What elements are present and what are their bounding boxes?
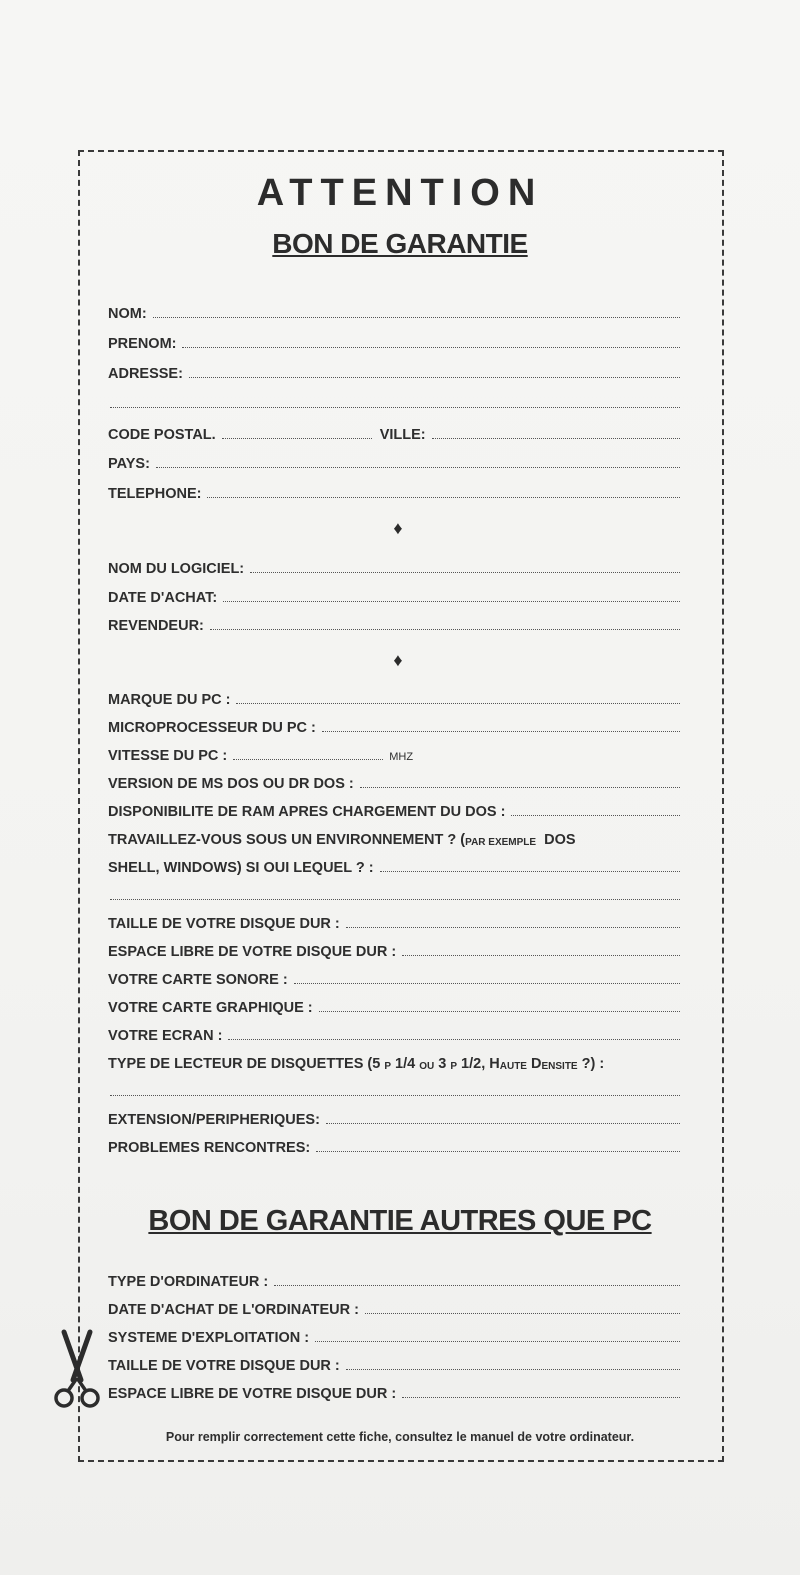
fill-line (223, 601, 680, 602)
field-prenom[interactable] (108, 332, 682, 352)
fill-line (346, 1369, 680, 1370)
field-environnement[interactable] (108, 856, 682, 876)
field-label: MARQUE DU PC : (108, 692, 231, 708)
field-label: TELEPHONE: (108, 486, 202, 502)
field-label: REVENDEUR: (108, 618, 204, 634)
fill-line (319, 1011, 680, 1012)
fill-line (110, 1095, 680, 1096)
field-label: ESPACE LIBRE DE VOTRE DISQUE DUR : (108, 944, 397, 960)
field-version-dos[interactable] (108, 772, 682, 792)
field-label: PROBLEMES RENCONTRES: (108, 1140, 311, 1156)
fill-line (189, 377, 680, 378)
field-nom-logiciel[interactable] (108, 557, 682, 577)
field-label: VILLE: (379, 427, 426, 443)
field-label: VOTRE CARTE SONORE : (108, 972, 288, 988)
diamond-icon: ♦ (393, 518, 403, 538)
field-date-achat-ordinateur[interactable] (108, 1298, 682, 1318)
fill-line (274, 1285, 680, 1286)
field-type-ordinateur[interactable] (108, 1270, 682, 1290)
field-label: MICROPROCESSEUR DU PC : (108, 720, 316, 736)
field-label: DATE D'ACHAT: (108, 590, 218, 606)
fill-line (233, 759, 383, 760)
field-label: VITESSE DU PC : (108, 748, 228, 764)
field-label: VOTRE ECRAN : (108, 1028, 223, 1044)
page-subtitle: BON DE GARANTIE (272, 228, 528, 259)
field-lecteur-disquettes-question (108, 1052, 698, 1072)
field-label: EXTENSION/PERIPHERIQUES: (108, 1112, 320, 1128)
field-label: NOM: (108, 306, 147, 322)
field-label: ESPACE LIBRE DE VOTRE DISQUE DUR : (108, 1386, 397, 1402)
field-label-small: AUTE (499, 1061, 527, 1072)
fill-line (346, 927, 680, 928)
field-ram[interactable] (108, 800, 682, 820)
fill-line (110, 899, 680, 900)
field-taille-disque[interactable] (108, 912, 682, 932)
diamond-icon: ♦ (393, 650, 403, 670)
field-pays[interactable] (108, 452, 682, 472)
fill-line (210, 629, 680, 630)
field-adresse-line2[interactable] (108, 392, 682, 412)
field-marque-pc[interactable] (108, 688, 682, 708)
page-title: ATTENTION (256, 172, 544, 214)
field-label: SHELL, WINDOWS) SI OUI LEQUEL ? : (108, 860, 374, 876)
field-label: TAILLE DE VOTRE DISQUE DUR : (108, 1358, 340, 1374)
fill-line (315, 1341, 680, 1342)
field-label: VOTRE CARTE GRAPHIQUE : (108, 1000, 313, 1016)
fill-line (402, 955, 680, 956)
field-label: VERSION DE MS DOS OU DR DOS : (108, 776, 354, 792)
field-telephone[interactable] (108, 482, 682, 502)
fill-line (207, 497, 680, 498)
fill-line (110, 407, 680, 408)
fill-line (380, 871, 680, 872)
field-label: DOS (536, 832, 576, 848)
fill-line (228, 1039, 680, 1040)
field-label: TAILLE DE VOTRE DISQUE DUR : (108, 916, 340, 932)
fill-line (294, 983, 680, 984)
fill-line (153, 317, 680, 318)
field-label-small: PAR EXEMPLE (465, 837, 537, 848)
field-label: PAYS: (108, 456, 150, 472)
fill-line (402, 1397, 680, 1398)
field-adresse[interactable] (108, 362, 682, 382)
field-vitesse[interactable] (108, 744, 682, 764)
field-ecran[interactable] (108, 1024, 682, 1044)
field-label: TYPE DE LECTEUR DE DISQUETTES (5 (108, 1056, 385, 1072)
field-label: ADRESSE: (108, 366, 183, 382)
field-label-small: P (384, 1061, 392, 1072)
field-label: ?) : (577, 1056, 605, 1072)
field-environnement-question (108, 828, 682, 848)
field-environnement-line2[interactable] (108, 884, 682, 904)
field-label: PRENOM: (108, 336, 177, 352)
field-label-small: OU (419, 1061, 435, 1072)
scissors-icon (50, 1328, 106, 1412)
field-label: D (526, 1056, 542, 1072)
field-date-achat[interactable] (108, 586, 682, 606)
field-carte-graphique[interactable] (108, 996, 682, 1016)
field-label: 3 (434, 1056, 451, 1072)
fill-line (222, 438, 372, 439)
field-label: 1/4 (391, 1056, 420, 1072)
field-label: CODE POSTAL. (108, 427, 216, 443)
field-lecteur-disquettes[interactable] (108, 1080, 682, 1100)
fill-line (322, 731, 680, 732)
field-label: TYPE D'ORDINATEUR : (108, 1274, 269, 1290)
fill-line (432, 438, 680, 439)
field-carte-sonore[interactable] (108, 968, 682, 988)
fill-line (360, 787, 680, 788)
field-revendeur[interactable] (108, 614, 682, 634)
fill-line (156, 467, 680, 468)
field-systeme[interactable] (108, 1326, 682, 1346)
fill-line (365, 1313, 680, 1314)
field-label: 1/2, H (457, 1056, 500, 1072)
field-problemes[interactable] (108, 1136, 682, 1156)
footer-note: Pour remplir correctement cette fiche, consultez le manuel de votre ordinateur. (165, 1430, 635, 1444)
fill-line (250, 572, 680, 573)
section-title-autres: BON DE GARANTIE AUTRES QUE PC (148, 1205, 652, 1237)
field-label: SYSTEME D'EXPLOITATION : (108, 1330, 310, 1346)
field-extension[interactable] (108, 1108, 682, 1128)
fill-line (182, 347, 680, 348)
fill-line (511, 815, 680, 816)
field-code-postal-ville[interactable] (108, 423, 682, 443)
field-espace-libre[interactable] (108, 940, 682, 960)
field-microprocesseur[interactable] (108, 716, 682, 736)
field-label: DATE D'ACHAT DE L'ORDINATEUR : (108, 1302, 359, 1318)
field-label: DISPONIBILITE DE RAM APRES CHARGEMENT DU DOS : (108, 804, 506, 820)
field-label: TRAVAILLEZ-VOUS SOUS UN ENVIRONNEMENT ? ( (108, 832, 466, 848)
field-label: NOM DU LOGICIEL: (108, 561, 245, 577)
field-nom[interactable] (108, 302, 682, 322)
fill-line (236, 703, 680, 704)
unit-label: MHZ (389, 751, 414, 763)
field-espace-libre-2[interactable] (108, 1382, 682, 1402)
fill-line (316, 1151, 680, 1152)
field-label-small: ENSITE (541, 1061, 578, 1072)
fill-line (326, 1123, 680, 1124)
field-label-small: P (450, 1061, 458, 1072)
field-taille-disque-2[interactable] (108, 1354, 682, 1374)
